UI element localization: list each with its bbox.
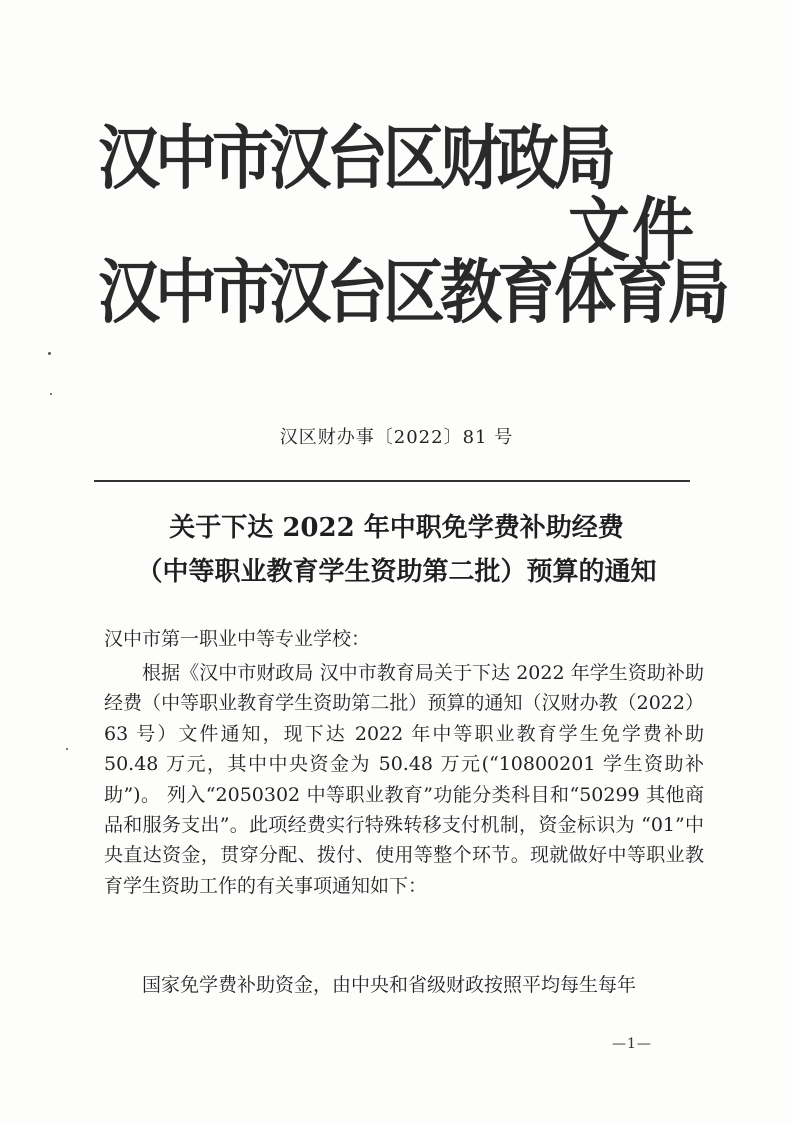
salutation: 汉中市第一职业中等专业学校：	[104, 628, 371, 650]
scan-speck	[50, 393, 52, 395]
page-number: —1—	[612, 1036, 652, 1052]
header-divider	[94, 480, 690, 482]
scan-speck	[48, 352, 51, 355]
scan-speck	[66, 748, 68, 750]
body-paragraph-2: 国家免学费补助资金，由中央和省级财政按照平均每生每年	[142, 974, 637, 996]
document-type-label: 文件	[568, 188, 697, 271]
notice-title-line-2: （中等职业教育学生资助第二批）预算的通知	[136, 557, 657, 587]
issuer-education-bureau: 汉中市汉台区教育体育局	[98, 250, 726, 333]
document-number: 汉区财办事〔2022〕81 号	[279, 427, 514, 448]
issuer-finance-bureau: 汉中市汉台区财政局	[98, 116, 612, 199]
notice-title-line-1: 关于下达 2022 年中职免学费补助经费	[169, 513, 624, 543]
body-paragraph-1: 根据《汉中市财政局 汉中市教育局关于下达 2022 年学生资助补助经费（中等职业教育学生资助第二批）预算的通知（汉财办教（2022）63 号）文件通知，现下达 2022 年中等职业教育学生免学费补助 50.48 万元，其中中央资金为 50.48 万元(“10800201 学生资助补助”)。 列入“2050302 中等职业教育”功能分类科目和“50299 其他商品和服务支出”。此项经费实行特殊转移支付机制，资金标识为 “01”中央直达资金，贯穿分配、拨付、使用等整个环节。现就做好中等职业教育学生资助工作的有关事项通知如下：	[104, 662, 704, 897]
